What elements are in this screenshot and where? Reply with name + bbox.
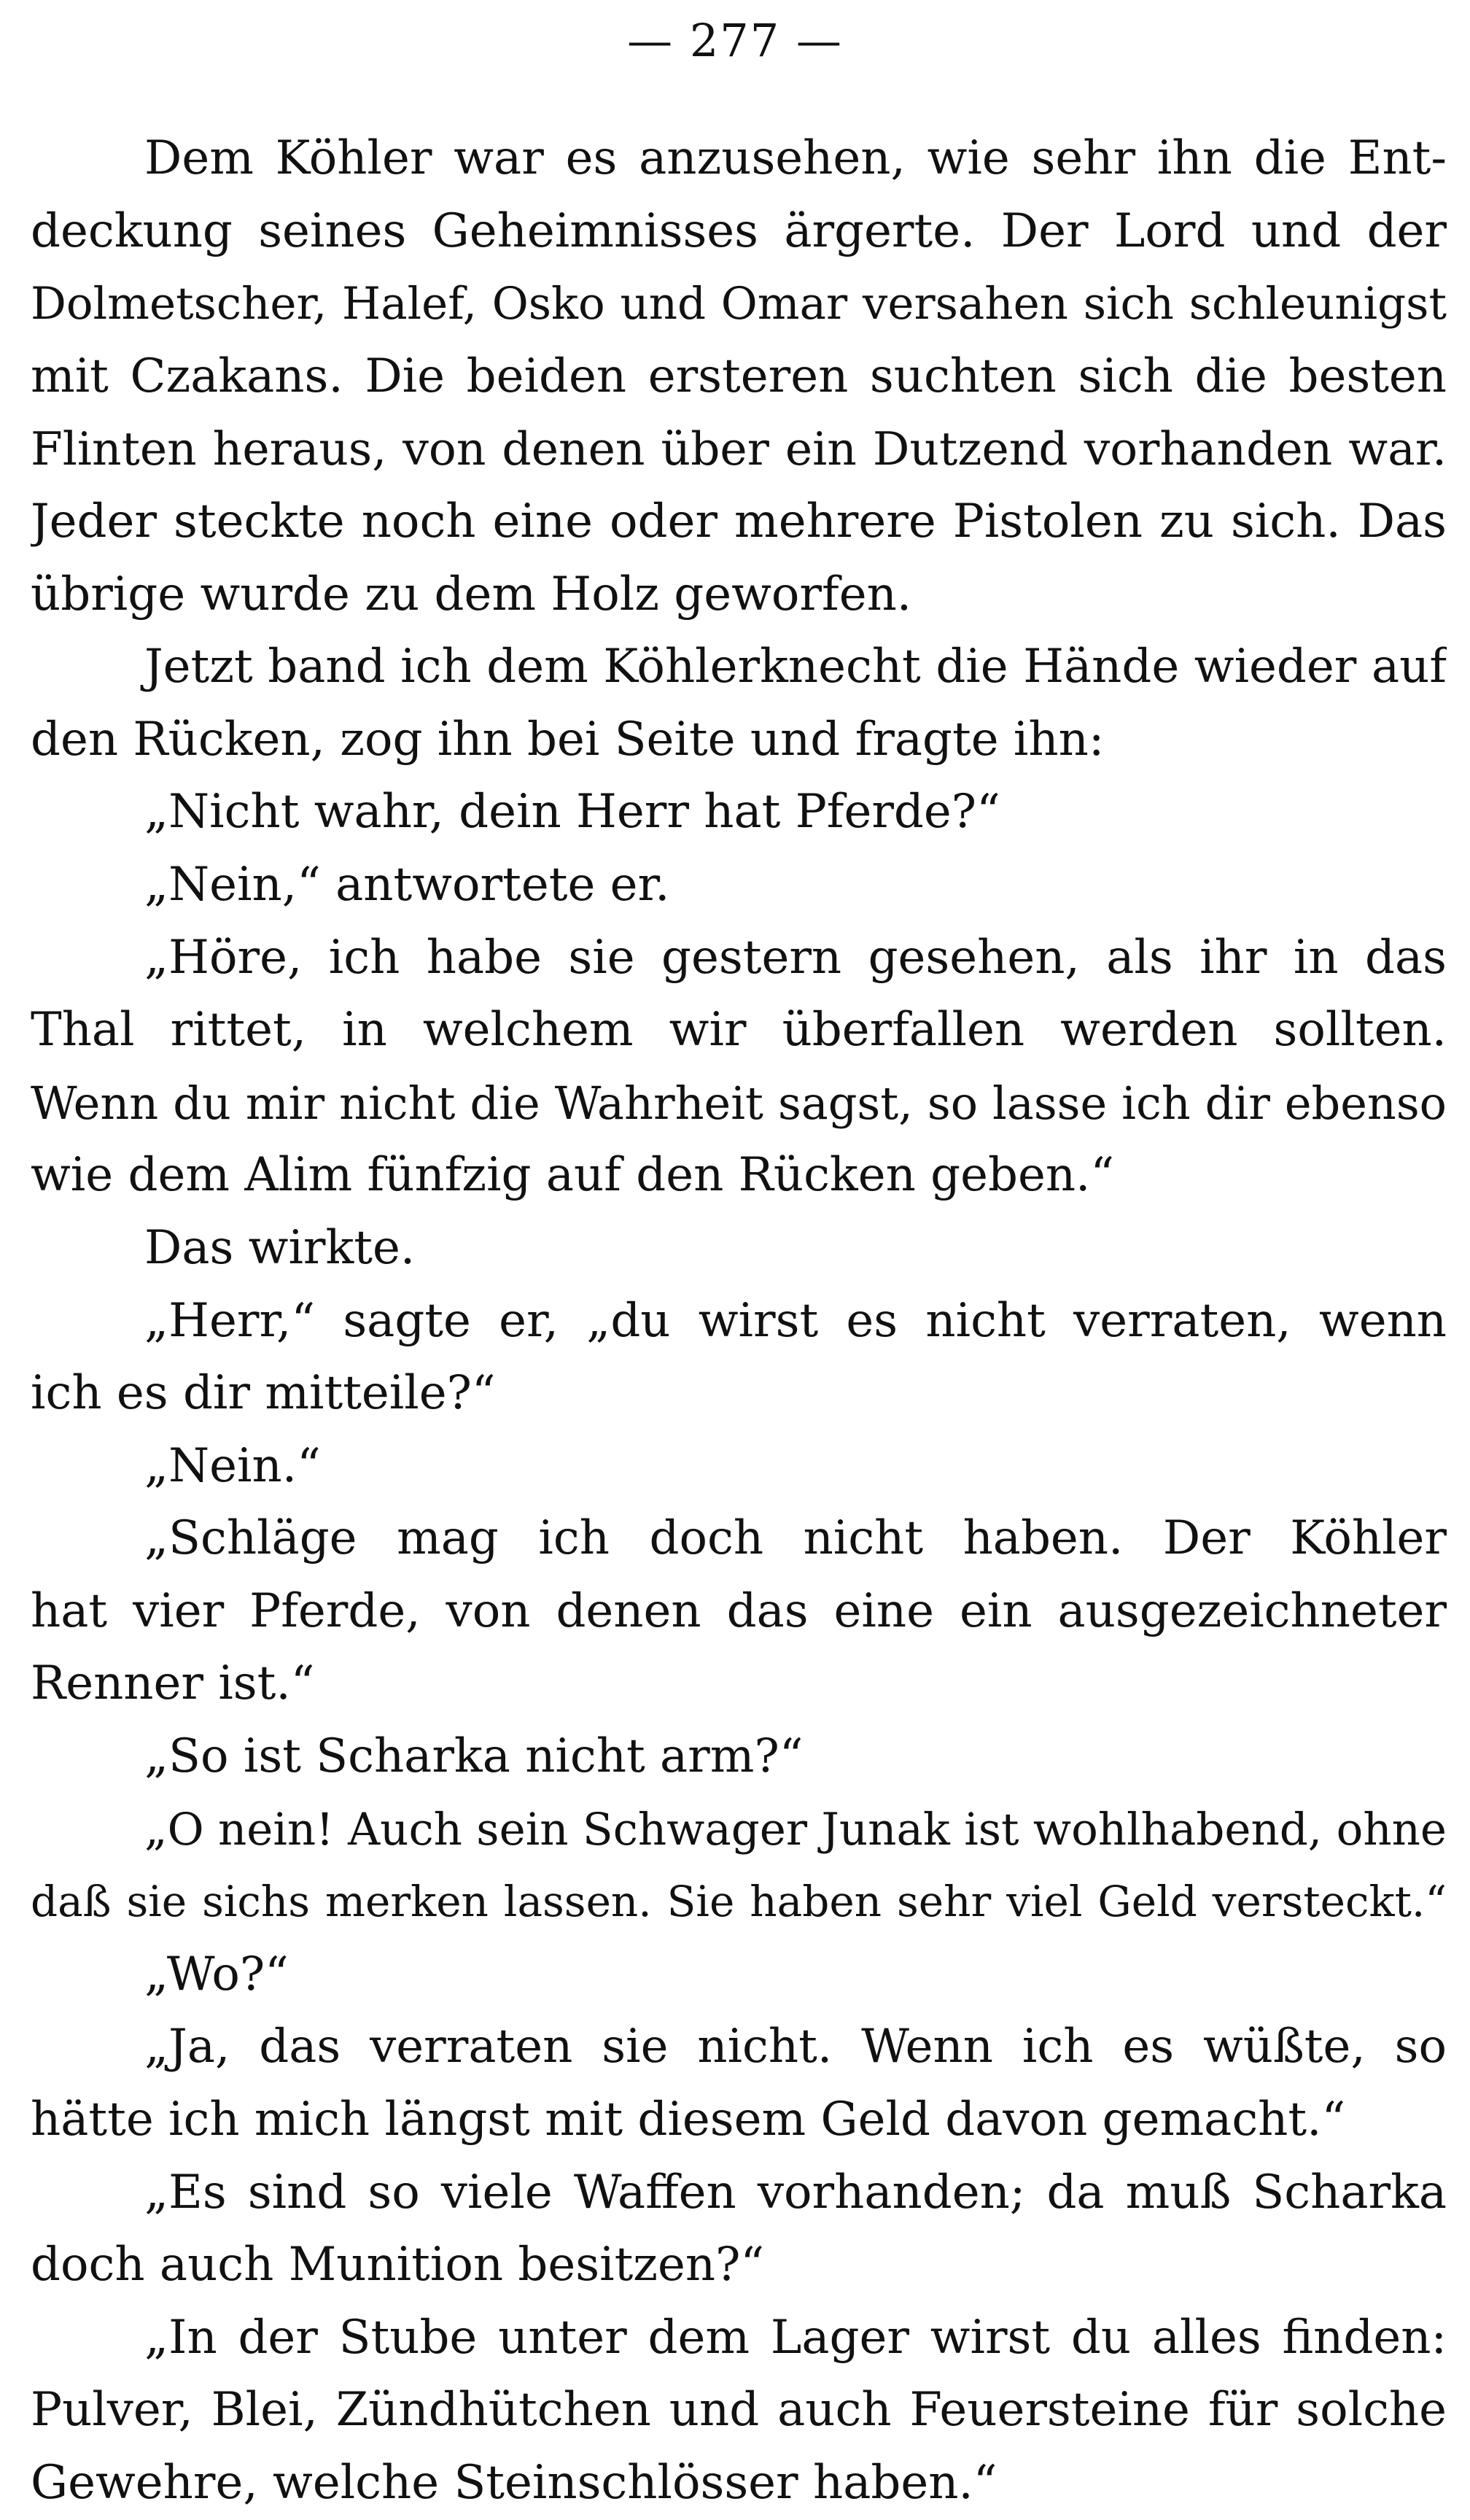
text-line: „Wo?“ bbox=[144, 1947, 289, 2001]
text-line: „Nein.“ bbox=[144, 1438, 321, 1493]
page-number: — 277 — bbox=[627, 13, 843, 67]
text-line: doch auch Munition besitzen?“ bbox=[31, 2238, 765, 2292]
text-line: „Ja, das verraten sie nicht. Wenn ich es wüßte, so bbox=[144, 2020, 1447, 2074]
text-line: Dem Köhler war es anzusehen, wie sehr ihn die Ent- bbox=[144, 131, 1447, 185]
text-line: ich es dir mitteile?“ bbox=[31, 1366, 496, 1421]
text-line: „Nicht wahr, dein Herr hat Pferde?“ bbox=[144, 785, 1000, 840]
text-line: wie dem Alim fünfzig auf den Rücken geben.“ bbox=[31, 1148, 1115, 1203]
text-line: Gewehre, welche Steinschlösser haben.“ bbox=[31, 2456, 998, 2510]
text-line: Flinten heraus, von denen über ein Dutzend vorhanden war. bbox=[31, 422, 1447, 476]
text-line: Pulver, Blei, Zündhütchen und auch Feuersteine für solche bbox=[31, 2383, 1447, 2438]
body-text bbox=[31, 123, 1447, 2520]
text-line: „O nein! Auch sein Schwager Junak ist wohlhabend, ohne bbox=[144, 1803, 1447, 1856]
text-line: „Herr,“ sagte er, „du wirst es nicht verraten, wenn bbox=[144, 1293, 1447, 1348]
text-line: übrige wurde zu dem Holz geworfen. bbox=[31, 567, 912, 621]
text-line: „So ist Scharka nicht arm?“ bbox=[144, 1729, 804, 1784]
text-line: „In der Stube unter dem Lager wirst du alles finden: bbox=[144, 2310, 1447, 2365]
text-line: Wenn du mir nicht die Wahrheit sagst, so lasse ich dir ebenso bbox=[31, 1076, 1447, 1130]
text-line: hätte ich mich längst mit diesem Geld davon gemacht.“ bbox=[31, 2093, 1346, 2147]
text-line: hat vier Pferde, von denen das eine ein ausgezeichneter bbox=[31, 1583, 1447, 1638]
page-header bbox=[0, 0, 1470, 80]
text-line: Renner ist.“ bbox=[31, 1656, 315, 1711]
text-line: Das wirkte. bbox=[144, 1220, 416, 1275]
text-line: Thal rittet, in welchem wir überfallen werden sollten. bbox=[31, 1003, 1447, 1058]
text-line: den Rücken, zog ihn bei Seite und fragte ihn: bbox=[31, 712, 1105, 767]
text-line: deckung seines Geheimnisses ärgerte. Der Lord und der bbox=[31, 203, 1447, 258]
text-line: Jeder steckte noch eine oder mehrere Pistolen zu sich. Das bbox=[31, 494, 1447, 548]
text-line: daß sie sichs merken lassen. Sie haben sehr viel Geld versteckt.“ bbox=[31, 1877, 1447, 1927]
text-line: „Nein,“ antwortete er. bbox=[144, 857, 670, 912]
text-line: „Schläge mag ich doch nicht haben. Der Köhler bbox=[144, 1511, 1447, 1566]
text-line: „Höre, ich habe sie gestern gesehen, als ihr in das bbox=[144, 930, 1447, 985]
text-line: „Es sind so viele Waffen vorhanden; da muß Scharka bbox=[144, 2165, 1447, 2219]
text-line: Dolmetscher, Halef, Osko und Omar versahen sich schleunigst bbox=[31, 278, 1447, 330]
text-line: mit Czakans. Die beiden ersteren suchten sich die besten bbox=[31, 349, 1447, 403]
text-line: Jetzt band ich dem Köhlerknecht die Hände wieder auf bbox=[144, 640, 1447, 694]
